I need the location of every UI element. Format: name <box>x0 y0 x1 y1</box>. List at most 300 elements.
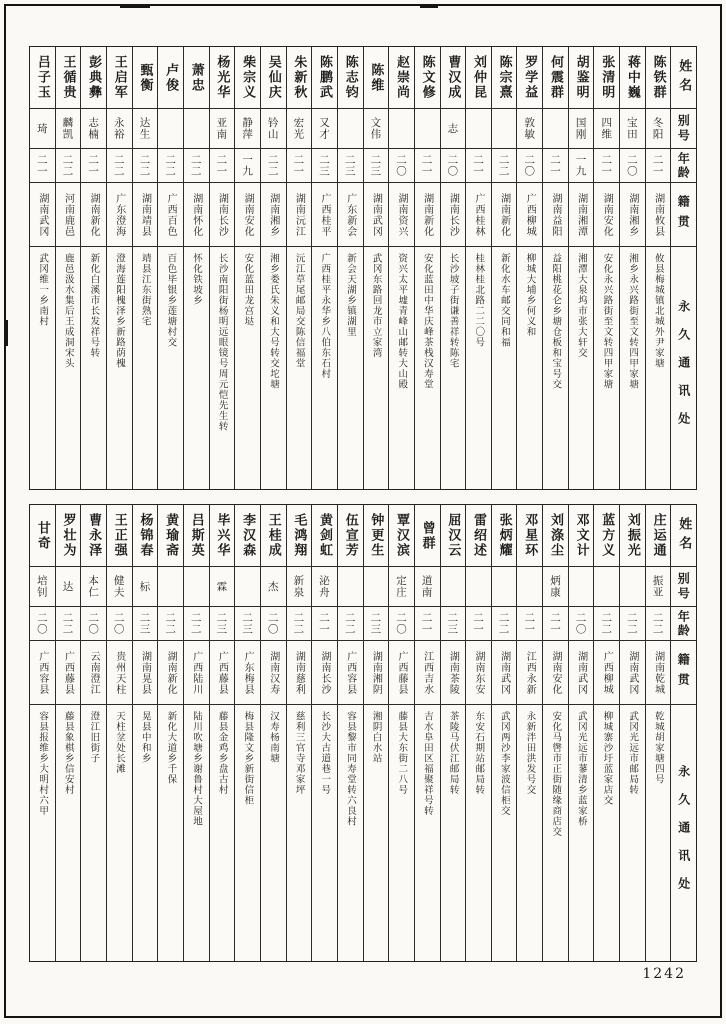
person-column <box>620 47 646 489</box>
person-origin-cell <box>133 641 158 705</box>
person-address-cell <box>30 705 55 961</box>
person-age-cell <box>133 149 158 183</box>
person-alias-cell <box>517 567 542 607</box>
person-address-cell <box>107 705 132 961</box>
person-name: 陈铁群 <box>650 55 666 100</box>
person-age-cell <box>287 149 312 183</box>
person-alias-cell <box>338 109 363 149</box>
person-address-cell <box>466 705 491 961</box>
person-alias-cell <box>594 567 619 607</box>
person-alias-cell <box>235 567 260 607</box>
person-alias-cell <box>210 109 235 149</box>
person-address-cell <box>30 247 55 489</box>
person-address: 攸县梅城镇北城外尹家塘 <box>652 253 664 369</box>
person-name-cell <box>646 47 671 109</box>
person-age: 二一 <box>471 154 484 177</box>
person-address-cell <box>441 705 466 961</box>
person-origin-cell <box>415 183 440 247</box>
person-column <box>517 505 543 961</box>
person-address-cell <box>210 705 235 961</box>
registry-table-bottom <box>29 504 697 962</box>
person-column <box>184 47 210 489</box>
person-age-cell <box>30 607 55 641</box>
person-alias: 钤山 <box>266 117 279 140</box>
person-name: 陈志钧 <box>342 55 358 100</box>
person-origin-cell <box>81 183 106 247</box>
person-origin: 湖南新化 <box>498 192 510 237</box>
person-name: 柴宗义 <box>240 55 256 100</box>
person-age: 二〇 <box>523 154 536 177</box>
person-age-cell <box>261 149 286 183</box>
person-age-cell <box>30 149 55 183</box>
header-name-cell <box>671 505 696 567</box>
person-origin-cell <box>56 641 81 705</box>
person-name-cell <box>210 47 235 109</box>
person-name-cell <box>492 505 517 567</box>
person-age: 二一 <box>651 154 664 177</box>
person-origin: 广西容县 <box>36 650 48 695</box>
person-name-cell <box>543 47 568 109</box>
person-address: 藤县象棋乡信安村 <box>62 711 74 795</box>
person-age: 二二 <box>497 612 510 635</box>
person-column <box>364 505 390 961</box>
person-name: 王启军 <box>111 55 127 100</box>
person-alias-cell <box>81 109 106 149</box>
person-name-cell <box>441 505 466 567</box>
person-address-cell <box>81 247 106 489</box>
person-name: 卢俊 <box>163 62 179 93</box>
header-name-cell <box>671 47 696 109</box>
person-age: 二一 <box>87 154 100 177</box>
person-column <box>415 47 441 489</box>
person-name: 陈文修 <box>419 55 435 100</box>
person-age: 二〇 <box>395 612 408 635</box>
person-age-cell <box>107 149 132 183</box>
person-origin: 湖南茶陵 <box>447 650 459 695</box>
header-address-cell <box>671 247 696 489</box>
person-alias-cell <box>261 567 286 607</box>
person-address: 湘乡娄氏朱义和大号转交坨塘 <box>267 253 279 390</box>
person-address-cell <box>594 705 619 961</box>
person-address: 武冈两沙李家波信柜交 <box>498 711 510 816</box>
person-alias-cell <box>261 109 286 149</box>
person-origin: 广西容县 <box>344 650 356 695</box>
person-origin-cell <box>338 183 363 247</box>
person-address: 百色毕银乡莲塘村交 <box>165 253 177 348</box>
person-name-cell <box>620 505 645 567</box>
person-name: 刘振光 <box>624 513 640 558</box>
person-origin: 广西藤县 <box>62 650 74 695</box>
person-name-cell <box>517 505 542 567</box>
person-address-cell <box>287 705 312 961</box>
person-name: 曹永泽 <box>86 513 102 558</box>
person-origin-cell <box>594 183 619 247</box>
person-address-cell <box>287 247 312 489</box>
person-name-cell <box>389 505 414 567</box>
person-column <box>543 505 569 961</box>
person-column <box>441 505 467 961</box>
person-address-cell <box>133 705 158 961</box>
person-column <box>594 47 620 489</box>
person-address-cell <box>56 247 81 489</box>
person-age: 二三 <box>343 154 356 177</box>
person-age: 二〇 <box>35 612 48 635</box>
person-name-cell <box>415 505 440 567</box>
person-origin-cell <box>30 183 55 247</box>
person-address: 澄海莲阳槐泽乡新路荫槐 <box>114 253 126 369</box>
person-name: 钟更生 <box>368 513 384 558</box>
person-address-cell <box>517 705 542 961</box>
person-alias-cell <box>364 567 389 607</box>
person-origin-cell <box>261 641 286 705</box>
person-name-cell <box>620 47 645 109</box>
person-address-cell <box>312 247 337 489</box>
person-age-cell <box>389 149 414 183</box>
person-origin-cell <box>594 641 619 705</box>
person-name: 陈宗熹 <box>496 55 512 100</box>
person-origin-cell <box>364 641 389 705</box>
person-name-cell <box>594 505 619 567</box>
person-column <box>210 505 236 961</box>
person-origin: 湖南安化 <box>242 192 254 237</box>
person-column <box>389 505 415 961</box>
person-name: 屈汉云 <box>445 513 461 558</box>
person-age-cell <box>312 149 337 183</box>
person-age: 二〇 <box>87 612 100 635</box>
person-address: 新化水车邮交同和福 <box>498 253 510 348</box>
person-alias-cell <box>441 109 466 149</box>
person-column <box>107 47 133 489</box>
person-name: 王正强 <box>111 513 127 558</box>
person-alias-cell <box>646 567 671 607</box>
person-age-cell <box>184 607 209 641</box>
person-address: 湘潭大泉坞市张大轩交 <box>575 253 587 358</box>
person-age: 二二 <box>266 154 279 177</box>
person-address: 新化白溪市长发祥号转 <box>88 253 100 358</box>
person-age: 二二 <box>189 612 202 635</box>
header-origin: 籍贯 <box>676 194 691 235</box>
person-alias-cell <box>492 567 517 607</box>
person-alias: 达生 <box>138 117 151 140</box>
person-alias-cell <box>415 567 440 607</box>
person-address: 永新泮田洪发号交 <box>524 711 536 795</box>
person-alias-cell <box>364 109 389 149</box>
person-name: 伍宣芳 <box>342 513 358 558</box>
person-address-cell <box>312 705 337 961</box>
person-age: 二三 <box>369 154 382 177</box>
person-alias: 冬阳 <box>651 117 664 140</box>
person-address-cell <box>210 247 235 489</box>
person-origin: 湖南长沙 <box>216 192 228 237</box>
person-name-cell <box>107 505 132 567</box>
person-column <box>338 47 364 489</box>
person-origin: 广西陆川 <box>190 650 202 695</box>
person-name: 蒋中巍 <box>624 55 640 100</box>
person-address-cell <box>158 247 183 489</box>
person-age-cell <box>261 607 286 641</box>
person-age-cell <box>81 607 106 641</box>
person-address-cell <box>492 705 517 961</box>
registry-tables <box>29 46 697 962</box>
person-age-cell <box>646 607 671 641</box>
person-name-cell <box>543 505 568 567</box>
person-age: 二一 <box>35 154 48 177</box>
person-origin-cell <box>261 183 286 247</box>
person-origin: 广东澄海 <box>113 192 125 237</box>
person-address: 澄江旧街子 <box>88 711 100 764</box>
person-address: 晃县中和乡 <box>139 711 151 764</box>
person-address: 乾城胡家塘四号 <box>652 711 664 785</box>
person-name: 罗壮为 <box>60 513 76 558</box>
person-origin: 湖南湘乡 <box>267 192 279 237</box>
person-column <box>158 505 184 961</box>
person-origin: 湖南晃县 <box>139 650 151 695</box>
person-address: 慈利三官寺邓家坪 <box>293 711 305 795</box>
header-age: 年龄 <box>676 151 691 180</box>
person-name: 罗学益 <box>522 55 538 100</box>
person-address: 益阳桃花仑乡塘仓板和宝号交 <box>550 253 562 390</box>
person-origin-cell <box>235 183 260 247</box>
person-origin: 贵州天柱 <box>113 650 125 695</box>
person-age: 二〇 <box>574 612 587 635</box>
person-column <box>210 47 236 489</box>
person-origin-cell <box>569 641 594 705</box>
person-address: 武冈东路回龙市立家湾 <box>370 253 382 358</box>
person-age-cell <box>594 149 619 183</box>
person-address-cell <box>107 247 132 489</box>
person-age: 二二 <box>497 154 510 177</box>
person-alias: 文伟 <box>369 117 382 140</box>
person-age: 一九 <box>574 154 587 177</box>
person-address: 湘阴白水站 <box>370 711 382 764</box>
person-alias: 麟凯 <box>61 117 74 140</box>
person-alias: 宝田 <box>625 117 638 140</box>
person-address-cell <box>364 705 389 961</box>
person-address-cell <box>492 247 517 489</box>
person-origin: 河南鹿邑 <box>62 192 74 237</box>
person-age-cell <box>389 607 414 641</box>
person-address: 长沙坡子街谦善祥转陈宅 <box>447 253 459 369</box>
person-name-cell <box>364 47 389 109</box>
person-address-cell <box>389 705 414 961</box>
person-column <box>620 505 646 961</box>
person-address-cell <box>415 705 440 961</box>
person-name-cell <box>158 505 183 567</box>
person-origin-cell <box>543 183 568 247</box>
person-origin: 广西桂平 <box>319 192 331 237</box>
person-origin: 云南澄江 <box>88 650 100 695</box>
person-age-cell <box>517 149 542 183</box>
person-name: 曹汉成 <box>445 55 461 100</box>
person-age: 二二 <box>164 154 177 177</box>
person-age-cell <box>517 607 542 641</box>
person-name: 吴仙庆 <box>265 55 281 100</box>
person-alias-cell <box>569 567 594 607</box>
person-column <box>312 47 338 489</box>
person-name: 吕子玉 <box>34 55 50 100</box>
person-alias-cell <box>158 567 183 607</box>
person-column <box>415 505 441 961</box>
person-age: 二一 <box>318 612 331 635</box>
person-age-cell <box>569 149 594 183</box>
person-alias-cell <box>81 567 106 607</box>
person-origin-cell <box>287 183 312 247</box>
person-column <box>81 505 107 961</box>
person-address: 武冈光远市邮局转 <box>627 711 639 795</box>
person-column <box>81 47 107 489</box>
person-origin-cell <box>646 641 671 705</box>
person-name-cell <box>569 47 594 109</box>
person-age: 二二 <box>138 154 151 177</box>
person-alias: 四维 <box>600 117 613 140</box>
person-age: 二一 <box>471 612 484 635</box>
person-origin-cell <box>312 183 337 247</box>
person-age-cell <box>312 607 337 641</box>
person-alias-cell <box>287 567 312 607</box>
person-age: 二一 <box>215 154 228 177</box>
person-name-cell <box>235 505 260 567</box>
person-age-cell <box>81 149 106 183</box>
person-origin-cell <box>620 183 645 247</box>
person-address: 藤县大东街二八号 <box>396 711 408 795</box>
person-column <box>441 47 467 489</box>
person-name-cell <box>492 47 517 109</box>
person-age-cell <box>184 149 209 183</box>
person-age: 二三 <box>318 154 331 177</box>
person-alias-cell <box>646 109 671 149</box>
person-alias-cell <box>133 567 158 607</box>
person-origin: 广西桂林 <box>472 192 484 237</box>
person-address: 武冈维一乡南村 <box>37 253 49 327</box>
person-address: 广西桂平永华乡八伯东石村 <box>319 253 331 379</box>
person-name-cell <box>338 505 363 567</box>
person-address-cell <box>338 705 363 961</box>
person-origin: 湖南湘乡 <box>626 192 638 237</box>
person-name-cell <box>81 47 106 109</box>
person-address: 湘乡永兴路街至文转四甲家塘 <box>627 253 639 390</box>
person-column <box>312 505 338 961</box>
person-name-cell <box>158 47 183 109</box>
person-name-cell <box>210 505 235 567</box>
person-origin-cell <box>158 641 183 705</box>
registry-table-top <box>29 46 697 490</box>
person-alias-cell <box>466 109 491 149</box>
person-age: 二二 <box>61 612 74 635</box>
person-name-cell <box>287 505 312 567</box>
person-age: 一九 <box>241 154 254 177</box>
person-origin-cell <box>517 183 542 247</box>
person-age: 二一 <box>600 154 613 177</box>
person-name-cell <box>415 47 440 109</box>
person-age-cell <box>158 607 183 641</box>
person-column <box>133 505 159 961</box>
person-address: 怀化铁坡乡 <box>191 253 203 306</box>
person-address-cell <box>517 247 542 489</box>
person-column <box>543 47 569 489</box>
person-age: 二三 <box>241 612 254 635</box>
person-origin: 湖南武冈 <box>370 192 382 237</box>
person-age-cell <box>620 607 645 641</box>
person-column <box>235 505 261 961</box>
person-name: 刘仲昆 <box>470 55 486 100</box>
person-column <box>30 505 56 961</box>
person-alias: 杰 <box>266 580 279 593</box>
person-address-cell <box>646 705 671 961</box>
person-alias-cell <box>620 567 645 607</box>
person-alias: 霖 <box>215 580 228 593</box>
person-address: 鹿邑汲水集后王成洞宋头 <box>62 253 74 369</box>
person-origin: 湖南新化 <box>88 192 100 237</box>
person-alias: 又才 <box>318 117 331 140</box>
person-alias-cell <box>389 567 414 607</box>
person-address: 柳城大埔乡何义和 <box>524 253 536 337</box>
person-alias: 志 <box>446 122 459 135</box>
person-column <box>158 47 184 489</box>
person-origin: 广东新会 <box>344 192 356 237</box>
person-age: 二二 <box>61 154 74 177</box>
person-name: 雷绍述 <box>470 513 486 558</box>
person-address: 安化蓝田中华庆峰茶栈汉寿堂 <box>421 253 433 390</box>
person-name-cell <box>107 47 132 109</box>
header-age-cell <box>671 149 696 183</box>
person-column <box>492 47 518 489</box>
person-alias: 宏光 <box>292 117 305 140</box>
person-column <box>235 47 261 489</box>
person-age-cell <box>466 149 491 183</box>
person-age: 二一 <box>292 154 305 177</box>
person-column <box>261 47 287 489</box>
header-alias-cell <box>671 567 696 607</box>
person-address-cell <box>543 247 568 489</box>
header-address-cell <box>671 705 696 961</box>
person-address: 藤县金鸡乡盘古村 <box>216 711 228 795</box>
person-alias-cell <box>569 109 594 149</box>
person-origin-cell <box>81 641 106 705</box>
person-alias-cell <box>133 109 158 149</box>
person-age: 二〇 <box>625 154 638 177</box>
person-origin: 湖南安化 <box>549 650 561 695</box>
header-name: 姓名 <box>676 516 692 555</box>
person-origin-cell <box>389 641 414 705</box>
person-address: 东安石期站邮局转 <box>473 711 485 795</box>
person-origin-cell <box>492 641 517 705</box>
person-alias: 道南 <box>420 575 433 598</box>
person-name: 朱新秋 <box>291 55 307 100</box>
person-column <box>184 505 210 961</box>
person-origin: 湖南新化 <box>165 650 177 695</box>
person-name-cell <box>235 47 260 109</box>
person-origin-cell <box>466 183 491 247</box>
person-address: 天柱坌处长滩 <box>114 711 126 774</box>
person-origin-cell <box>466 641 491 705</box>
person-age: 二〇 <box>446 154 459 177</box>
person-address: 柳城寨沙圩蓝家店交 <box>601 711 613 806</box>
header-age-cell <box>671 607 696 641</box>
person-column <box>646 47 672 489</box>
person-address: 长沙南阳街杨明远眼镜号周元恺先生转 <box>216 253 228 432</box>
person-address: 沅江草尾邮局交陈信福堂 <box>293 253 305 369</box>
person-name: 张清明 <box>599 55 615 100</box>
person-age: 二一 <box>548 612 561 635</box>
person-origin: 湖南益阳 <box>549 192 561 237</box>
person-age: 二一 <box>523 612 536 635</box>
person-column <box>466 47 492 489</box>
person-origin: 广西百色 <box>165 192 177 237</box>
person-name-cell <box>133 47 158 109</box>
person-origin: 湖南新化 <box>421 192 433 237</box>
person-alias-cell <box>389 109 414 149</box>
header-age: 年龄 <box>676 609 691 638</box>
